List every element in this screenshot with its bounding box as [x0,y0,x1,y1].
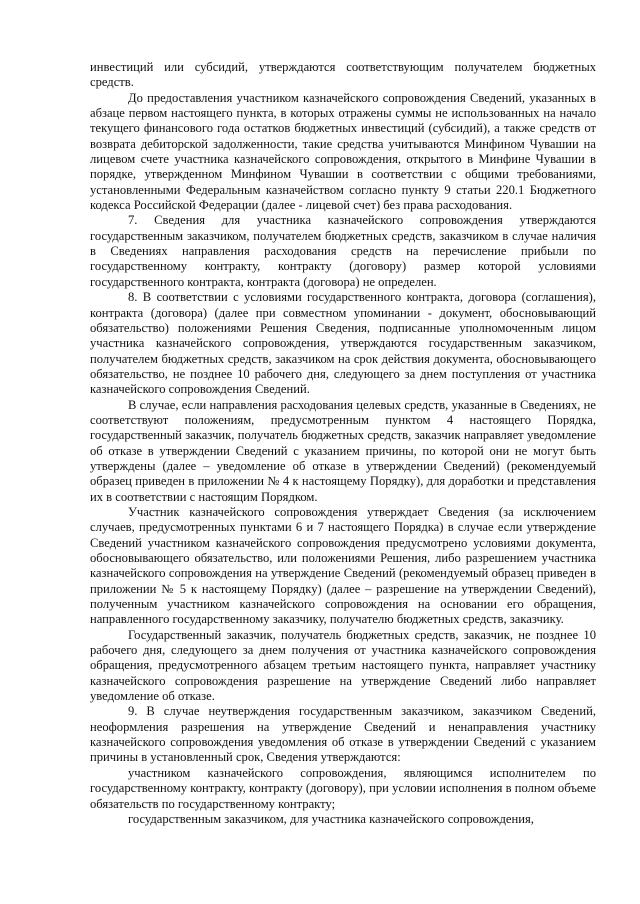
paragraph-1: инвестиций или субсидий, утверждаются соответствующим получателем бюджетных средств. [90,60,596,90]
document-page [90,60,596,827]
paragraph-7: Государственный заказчик, получатель бюджетных средств, заказчик, не позднее 10 рабочего дня, следующего за днем получения от участника казначейского сопровождения обращения, предусмотренного абзацем третьим настоящего пункта, направляет участнику казначейского сопровождения разрешение на утверждение Сведений либо направляет уведомление об отказе. [90,627,596,704]
paragraph-2: До предоставления участником казначейского сопровождения Сведений, указанных в абзаце первом настоящего пункта, в которых отражены суммы не использованных на начало текущего финансового года остатков бюджетных инвестиций (субсидий), а также средств от возврата дебиторской задолженности, такие средства учитываются Минфином Чувашии на лицевом счете участника казначейского сопровождения, открытого в Минфине Чувашии в порядке, утвержденном Минфином Чувашии в соответствии с общими требованиями, установленными Федеральным казначейством согласно пункту 9 статьи 220.1 Бюджетного кодекса Российской Федерации (далее - лицевой счет) без права расходования. [90,90,596,213]
paragraph-5: В случае, если направления расходования целевых средств, указанные в Сведениях, не соответствуют положениям, предусмотренным пунктом 4 настоящего Порядка, государственный заказчик, получатель бюджетных средств, заказчик направляет уведомление об отказе в утверждении Сведений с указанием причины, по которой они не могут быть утверждены (далее – уведомление об отказе в утверждении Сведений) (рекомендуемый образец приведен в приложении № 4 к настоящему Порядку), для доработки и представления их в соответствии с настоящим Порядком. [90,397,596,504]
paragraph-8: 9. В случае неутверждения государственным заказчиком, заказчиком Сведений, неоформления разрешения на утверждение Сведений и ненаправления участнику казначейского сопровождения уведомления об отказе в утверждении Сведений с указанием причины в установленный срок, Сведения утверждаются: [90,704,596,765]
paragraph-4: 8. В соответствии с условиями государственного контракта, договора (соглашения), контракта (договора) (далее при совместном упоминании - документ, обосновывающий обязательство) положениями Решения Сведения, подписанные уполномоченным лицом участника казначейского сопровождения, утверждаются государственным заказчиком, получателем бюджетных средств, заказчиком на срок действия документа, обосновывающего обязательство, не позднее 10 рабочего дня, следующего за днем поступления от участника казначейского сопровождения Сведений. [90,290,596,397]
paragraph-9: участником казначейского сопровождения, являющимся исполнителем по государственному контракту, контракту (договору), при условии исполнения в полном объеме обязательств по государственному контракту; [90,765,596,811]
paragraph-10: государственным заказчиком, для участника казначейского сопровождения, [128,811,534,826]
paragraph-3: 7. Сведения для участника казначейского сопровождения утверждаются государственным заказчиком, получателем бюджетных средств, заказчиком в случае наличия в Сведениях направления расходования средств на перечисление прибыли по государственному контракту, контракту (договору) размер которой условиями государственного контракта, контракта (договора) не определен. [90,213,596,289]
paragraph-6: Участник казначейского сопровождения утверждает Сведения (за исключением случаев, предусмотренных пунктами 6 и 7 настоящего Порядка) в случае если утверждение Сведений участником казначейского сопровождения предусмотрено условиями документа, обосновывающего обязательство, или положениями Решения, либо разрешением участника казначейского сопровождения на утверждение Сведений (рекомендуемый образец приведен в приложении № 5 к настоящему Порядку) (далее – разрешение на утверждении Сведений), полученным участником казначейского сопровождения на основании его обращения, направленного государственному заказчику, получателю бюджетных средств, заказчику. [90,504,596,627]
